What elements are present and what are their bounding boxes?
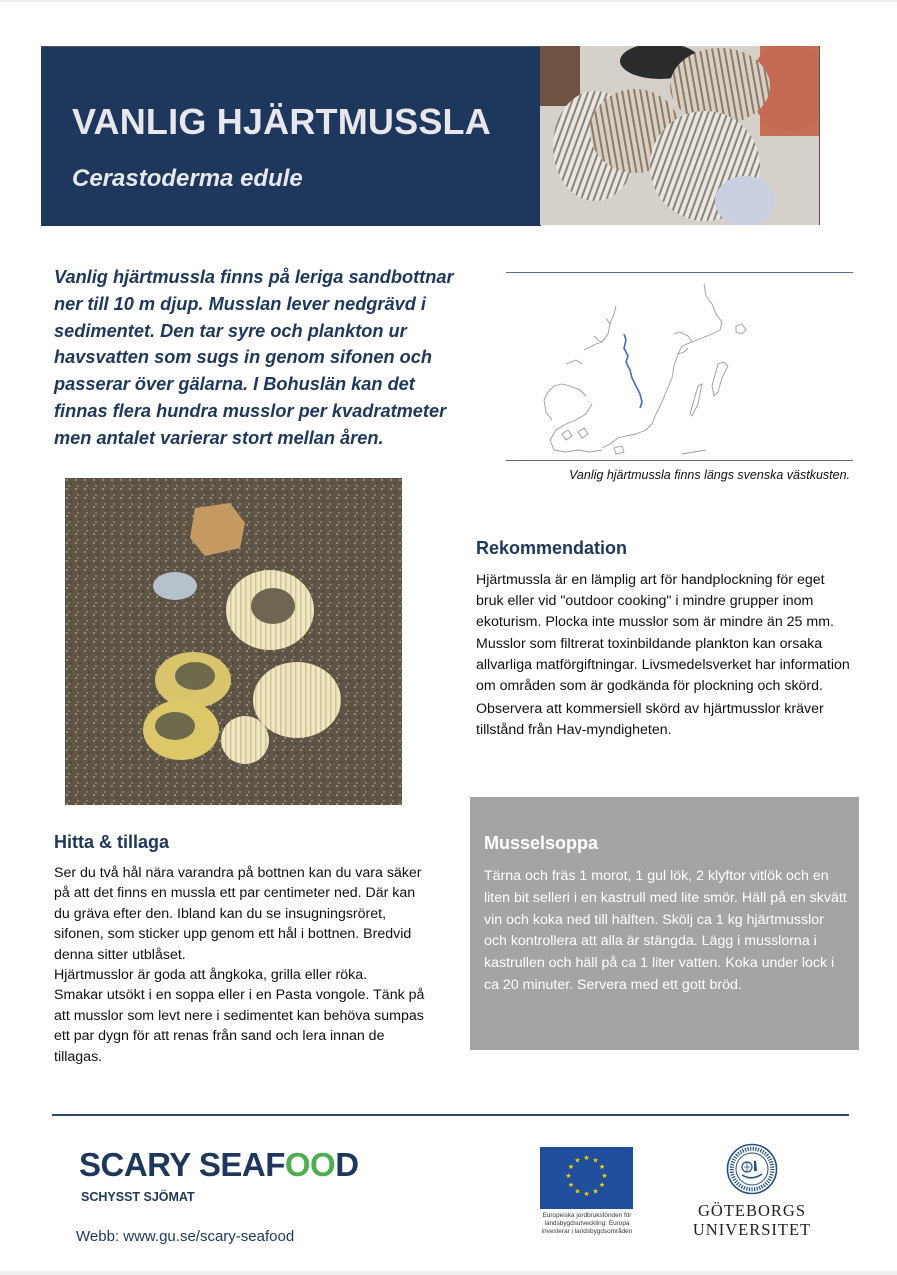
svg-text:★: ★ — [601, 1172, 608, 1180]
hitta-tillaga-heading: Hitta & tillaga — [54, 832, 170, 852]
logo-text-prefix: SCARY SEAF — [79, 1146, 285, 1183]
scientific-name: Cerastoderma edule — [72, 165, 303, 192]
denmark-coast — [548, 384, 602, 452]
logo-text-suffix: D — [335, 1146, 359, 1183]
eu-fund-caption — [533, 1212, 641, 1237]
svg-text:★: ★ — [574, 1156, 581, 1165]
logo-text-oo: OO — [284, 1146, 336, 1183]
svg-text:★: ★ — [592, 1187, 599, 1196]
hitta-paragraph: Smakar utsökt i en soppa eller i en Pasta vongole. Tänk på att musslor som levt nere i sedimentet kan behöva sumpas ett par dygn för att renas från sand och lera innan de tillagas. — [54, 987, 425, 1065]
rekommendation-heading: Rekommendation — [476, 538, 628, 558]
title-banner — [41, 46, 541, 226]
hitta-paragraph: Hjärtmusslor är goda att ångkoka, grilla eller röka. — [54, 967, 368, 984]
university-name — [690, 1201, 814, 1239]
recipe-heading: Musselsoppa — [484, 833, 599, 853]
rekommendation-paragraph: Musslor som filtrerat toxinbildande plankton kan orsaka allvarliga matförgiftningar. Livsmedelsverket har information om områden som är godkända för plockning och skörd. — [476, 636, 850, 694]
eu-caption-line: investerar i landsbygdsområden — [541, 1228, 633, 1236]
svg-text:★: ★ — [583, 1154, 590, 1162]
page-bottom-edge — [0, 1271, 897, 1275]
map-bottom-rule — [506, 460, 853, 461]
oland — [690, 384, 702, 416]
cockle-shells-photo-graphic — [540, 46, 819, 225]
west-coast-range-line — [624, 334, 642, 408]
svg-text:★: ★ — [592, 1156, 599, 1165]
svg-text:★: ★ — [598, 1163, 606, 1171]
svg-text:★: ★ — [567, 1163, 575, 1171]
university-name-line: GÖTEBORGS — [697, 1201, 806, 1220]
page-top-edge — [0, 0, 897, 2]
rekommendation-body — [476, 570, 851, 742]
intro-paragraph: Vanlig hjärtmussla finns på leriga sandbottnar ner till 10 m djup. Musslan lever nedgrävd i sedimentet. Den tar syre och plankton ur havsvatten som sugs in genom sifonen och passerar över gälarna. I Bohuslän kan det finnas flera hundra musslor per kvadratmeter men antalet varierar stort mellan åren. — [54, 267, 454, 448]
map-top-rule — [506, 272, 853, 273]
eu-stars-icon — [540, 1147, 633, 1209]
norway-coast — [584, 318, 610, 350]
svg-text:★: ★ — [565, 1172, 572, 1180]
eu-caption-line: Europeiska jordbruksfonden för — [542, 1212, 632, 1219]
cockle-shells-photo — [540, 46, 820, 225]
cockles-on-sand-photo — [65, 478, 402, 805]
gotland — [712, 362, 728, 396]
eu-caption-line: landsbygdsutveckling: Europa — [544, 1220, 630, 1228]
recipe-box — [470, 797, 859, 1050]
logo-tagline: SCHYSST SJÖMAT — [81, 1190, 195, 1204]
website-link[interactable]: Webb: www.gu.se/scary-seafood — [76, 1228, 295, 1245]
footer-divider — [52, 1114, 849, 1116]
distribution-map — [506, 274, 853, 460]
svg-text:★: ★ — [567, 1181, 575, 1189]
page-title: VANLIG HJÄRTMUSSLA — [72, 101, 491, 142]
map-caption: Vanlig hjärtmussla finns längs svenska västkusten. — [569, 468, 850, 482]
svg-text:★: ★ — [583, 1190, 590, 1198]
rekommendation-paragraph: Hjärtmussla är en lämplig art för handplockning för eget bruk eller vid "outdoor cooking" i mindre grupper inom ekoturism. Plocka inte musslor som är mindre än 25 mm. — [476, 572, 834, 630]
university-seal-icon — [726, 1143, 778, 1195]
distribution-map-graphic — [506, 274, 853, 460]
eu-flag-logo — [540, 1147, 633, 1209]
hitta-tillaga-body — [54, 863, 434, 1067]
scary-seafood-logo — [79, 1146, 359, 1184]
cockles-on-sand-photo-graphic — [65, 478, 402, 805]
university-seal-graphic — [726, 1143, 778, 1195]
rekommendation-paragraph: Observera att kommersiell skörd av hjärtmusslor kräver tillstånd från Hav-myndigheten. — [476, 700, 824, 738]
recipe-text: Tärna och fräs 1 morot, 1 gul lök, 2 klyftor vitlök och en liten bit selleri i en kastrull med lite smör. Häll på en skvätt vin och koka ned till hälften. Skölj ca 1 kg hjärtmusslor och kontrollera att alla är stängda. Lägg i musslorna i kastrullen och häll på ca 1 liter vatten. Koka under lock i ca 20 minuter. Servera med ett gott bröd. — [484, 868, 847, 993]
svg-text:★: ★ — [598, 1181, 606, 1189]
hitta-paragraph: Ser du två hål nära varandra på bottnen kan du vara säker på att det finns en mussla ett par centimeter ned. Där kan du gräva efter den. Ibland kan du se insugningsröret, sifonen, som sticker upp genom ett hål i bottnen. Bredvid denna sitter utblåset. — [54, 865, 422, 963]
sweden-east-coast — [602, 284, 722, 448]
university-name-line: UNIVERSITET — [692, 1220, 812, 1239]
svg-text:★: ★ — [574, 1187, 581, 1196]
